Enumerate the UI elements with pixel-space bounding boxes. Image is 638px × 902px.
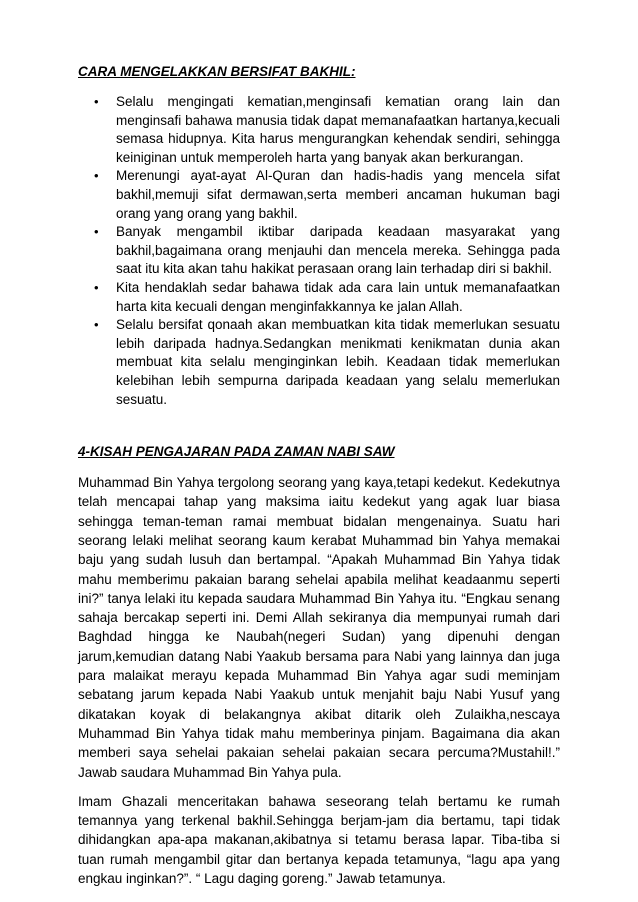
bullet-icon: •	[94, 279, 99, 295]
list-item-text: Selalu mengingati kematian,menginsafi kematian orang lain dan menginsafi bahawa manusia tidak dapat memanafaatkan hartanya,kecuali semasa hidupnya. Kita harus mengurangkan kehendak sendiri, sehingga keiniginan untuk memperoleh harta yang banyak akan berkurangan.	[116, 94, 560, 165]
list-item-text: Kita hendaklah sedar bahawa tidak ada cara lain untuk memanafaatkan harta kita kecuali dengan menginfakkannya ke jalan Allah.	[116, 279, 560, 314]
bullet-icon: •	[94, 168, 99, 184]
bullet-icon: •	[94, 317, 99, 333]
list-item	[78, 167, 560, 223]
list-item-text: Merenungi ayat-ayat Al-Quran dan hadis-hadis yang mencela sifat bakhil,memuji sifat dermawan,serta memberi ancaman hukuman bagi orang yang orang yang bakhil.	[116, 168, 560, 221]
list-item	[78, 93, 560, 167]
bullet-list	[78, 93, 560, 409]
section-heading: CARA MENGELAKKAN BERSIFAT BAKHIL:	[78, 64, 356, 79]
section-kisah-pengajaran	[78, 442, 560, 888]
body-paragraph: Muhammad Bin Yahya tergolong seorang yang kaya,tetapi kedekut. Kedekutnya telah mencapai tahap yang maksima iaitu kedekut yang agak luar biasa sehingga teman-teman ramai membuat bidalan mengenainya. Suatu hari seorang lelaki melihat seorang kaum kerabat Muhammad bin Yahya memakai baju yang sudah lusuh dan bertampal. “Apakah Muhammad Bin Yahya tidak mahu memberimu pakaian barang sehelai apabila melihat keadaanmu seperti ini?” tanya lelaki itu kepada saudara Muhammad Bin Yahya itu. “Engkau senang sahaja bercakap seperti ini. Demi Allah sekiranya dia mempunyai rumah dari Baghdad hingga ke Naubah(negeri Sudan) yang dipenuhi dengan jarum,kemudian datang Nabi Yaakub bersama para Nabi yang lainnya dan juga para malaikat merayu kepada Muhammad Bin Yahya agar sudi meminjam sebatang jarum kepada Nabi Yaakub untuk menjahit baju Nabi Yusuf yang dikatakan koyak di belakangnya akibat ditarik oleh Zulaikha,nescaya Muhammad Bin Yahya tidak mahu memberinya pinjam. Bagaimana dia akan memberi saya sehelai pakaian sehelai pakaian secara percuma?Mustahil!.” Jawab saudara Muhammad Bin Yahya pula.	[78, 475, 560, 780]
bullet-icon: •	[94, 224, 99, 240]
body-paragraph: Imam Ghazali menceritakan bahawa seseorang telah bertamu ke rumah temannya yang terkenal bakhil.Sehingga berjam-jam dia bertamu, tapi tidak dihidangkan apa-apa makanan,akibatnya si tetamu berasa lapar. Tiba-tiba si tuan rumah mengambil gitar dan bertanya kepada tetamunya, “lagu apa yang engkau inginkan?”. “ Lagu daging goreng.” Jawab tetamunya.	[78, 793, 560, 887]
section-cara-mengelakkan	[78, 62, 560, 409]
list-item	[78, 223, 560, 279]
bullet-icon: •	[94, 94, 99, 109]
section-heading: 4-KISAH PENGAJARAN PADA ZAMAN NABI SAW	[78, 444, 395, 460]
list-item	[78, 316, 560, 409]
list-item-text: Selalu bersifat qonaah akan membuatkan kita tidak memerlukan sesuatu lebih daripada hadnya.Sedangkan menikmati kenikmatan dunia akan membuat kita selalu menginginkan lebih. Keadaan tidak memerlukan kelebihan lebih sempurna daripada keadaan yang selalu memerlukan sesuatu.	[116, 317, 560, 407]
list-item-text: Banyak mengambil iktibar daripada keadaan masyarakat yang bakhil,bagaimana orang menjauhi dan mencela mereka. Sehingga pada saat itu kita akan tahu hakikat perasaan orang lain terhadap diri si bakhil.	[116, 224, 560, 277]
list-item	[78, 279, 560, 316]
